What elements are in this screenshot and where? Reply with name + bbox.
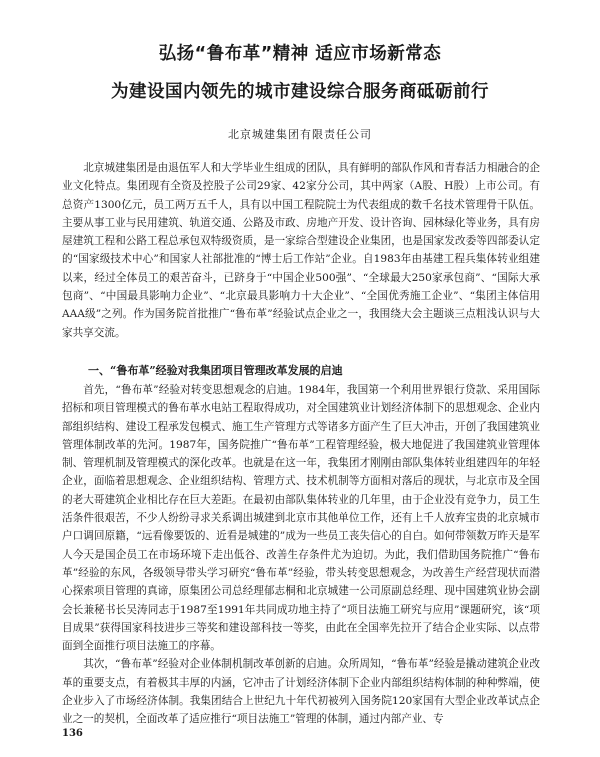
page-number: 136 [62,728,83,739]
section-1-body [62,381,540,729]
title-line-1: 弘扬“鲁布革”精神 适应市场新常态 [158,44,442,64]
author-line: 北京城建集团有限责任公司 [228,128,372,141]
section-1-paragraph-1: 首先，“鲁布革”经验对转变思想观念的启迪。1984年，我国第一个利用世界银行贷款、采用国际招标和项目管理模式的鲁布革水电站工程取得成功，对全国建筑业计划经济体制下的思想观念、企业内部组织结构、建设工程承发包模式、施工生产管理方式等诸多方面产生了巨大冲击，开创了我国建筑业管理体制改革的先河。1987年，国务院推广“鲁布革”工程管理经验，极大地促进了我国建筑业管理体制、管理机制及管理模式的深化改革。也就是在这一年，我集团才刚刚由部队集体转业组建四年的年轻企业，面临着思想观念、企业组织结构、管理方式、技术机制等方面相对落后的现状，与北京市及全国的老大哥建筑企业相比存在巨大差距。在最初由部队集体转业的几年里，由于企业没有竞争力，员工生活条件很艰苦，不少人纷纷寻求关系调出城建到北京市其他单位工作，还有上千人放弃宝贵的北京城市户口调回原籍，“远看像要饭的、近看是城建的”成为一些员工丧失信心的自白。如何带领数万昨天是军人今天是国企员工在市场环境下走出低谷、改善生存条件尤为迫切。为此，我们借助国务院推广“鲁布革”经验的东风，各级领导带头学习研究“鲁布革”经验，带头转变思想观念，为改善生产经营现状而潜心探索项目管理的真谛，原集团公司总经理郁志桐和北京城建一公司原副总经理、现中国建筑业协会副会长兼秘书长吴涛同志于1987至1991年共同成功地主持了“项目法施工研究与应用”课题研究，该“项目成果”获得国家科技进步三等奖和建设部科技一等奖，由此在全国率先拉开了结合企业实际、以点带面到全面推行项目法施工的序幕。 [62,384,540,653]
intro-section [62,159,540,342]
intro-paragraph: 北京城建集团是由退伍军人和大学毕业生组成的团队，具有鲜明的部队作风和青春活力相融合的企业文化特点。集团现有全资及控股子公司29家、42家分公司，其中两家（A股、H股）上市公司。有总资产1300亿元，员工两万五千人，具有以中国工程院院士为代表组成的数千名技术管理骨干队伍。主要从事工业与民用建筑、轨道交通、公路及市政、房地产开发、设计咨询、园林绿化等业务，具有房屋建筑工程和公路工程总承包双特级资质，是一家综合型建设企业集团，也是国家发改委等四部委认定的“国家级技术中心”和国家人社部批准的“博士后工作站”企业。自1983年由基建工程兵集体转业组建以来，经过全体员工的艰苦奋斗，已跻身于“中国企业500强”、“全球最大250家承包商”、“国际大承包商”、“中国最具影响力企业”、“北京最具影响力十大企业”、“全国优秀施工企业”、“集团主体信用AAA级”之列。作为国务院首批推广“鲁布革”经验试点企业之一，我围绕大会主题谈三点粗浅认识与大家共享交流。 [62,162,540,339]
section-1-paragraph-2: 其次，“鲁布革”经验对企业体制机制改革创新的启迪。众所周知，“鲁布革”经验是撬动建筑企业改革的重要支点，有着极其丰厚的内涵，它冲击了计划经济体制下企业内部组织结构体制的种种弊端，使企业步入了市场经济体制。我集团结合上世纪九十年代初被列入国务院120家国有大型企业改革试点企业之一的契机，全面改革了适应推行“项目法施工”管理的体制，通过内部产业、专 [62,658,540,726]
title-line-2: 为建设国内领先的城市建设综合服务商砥砺前行 [111,82,489,102]
section-1-heading: 一、“鲁布革”经验对我集团项目管理改革发展的启迪 [88,364,343,377]
